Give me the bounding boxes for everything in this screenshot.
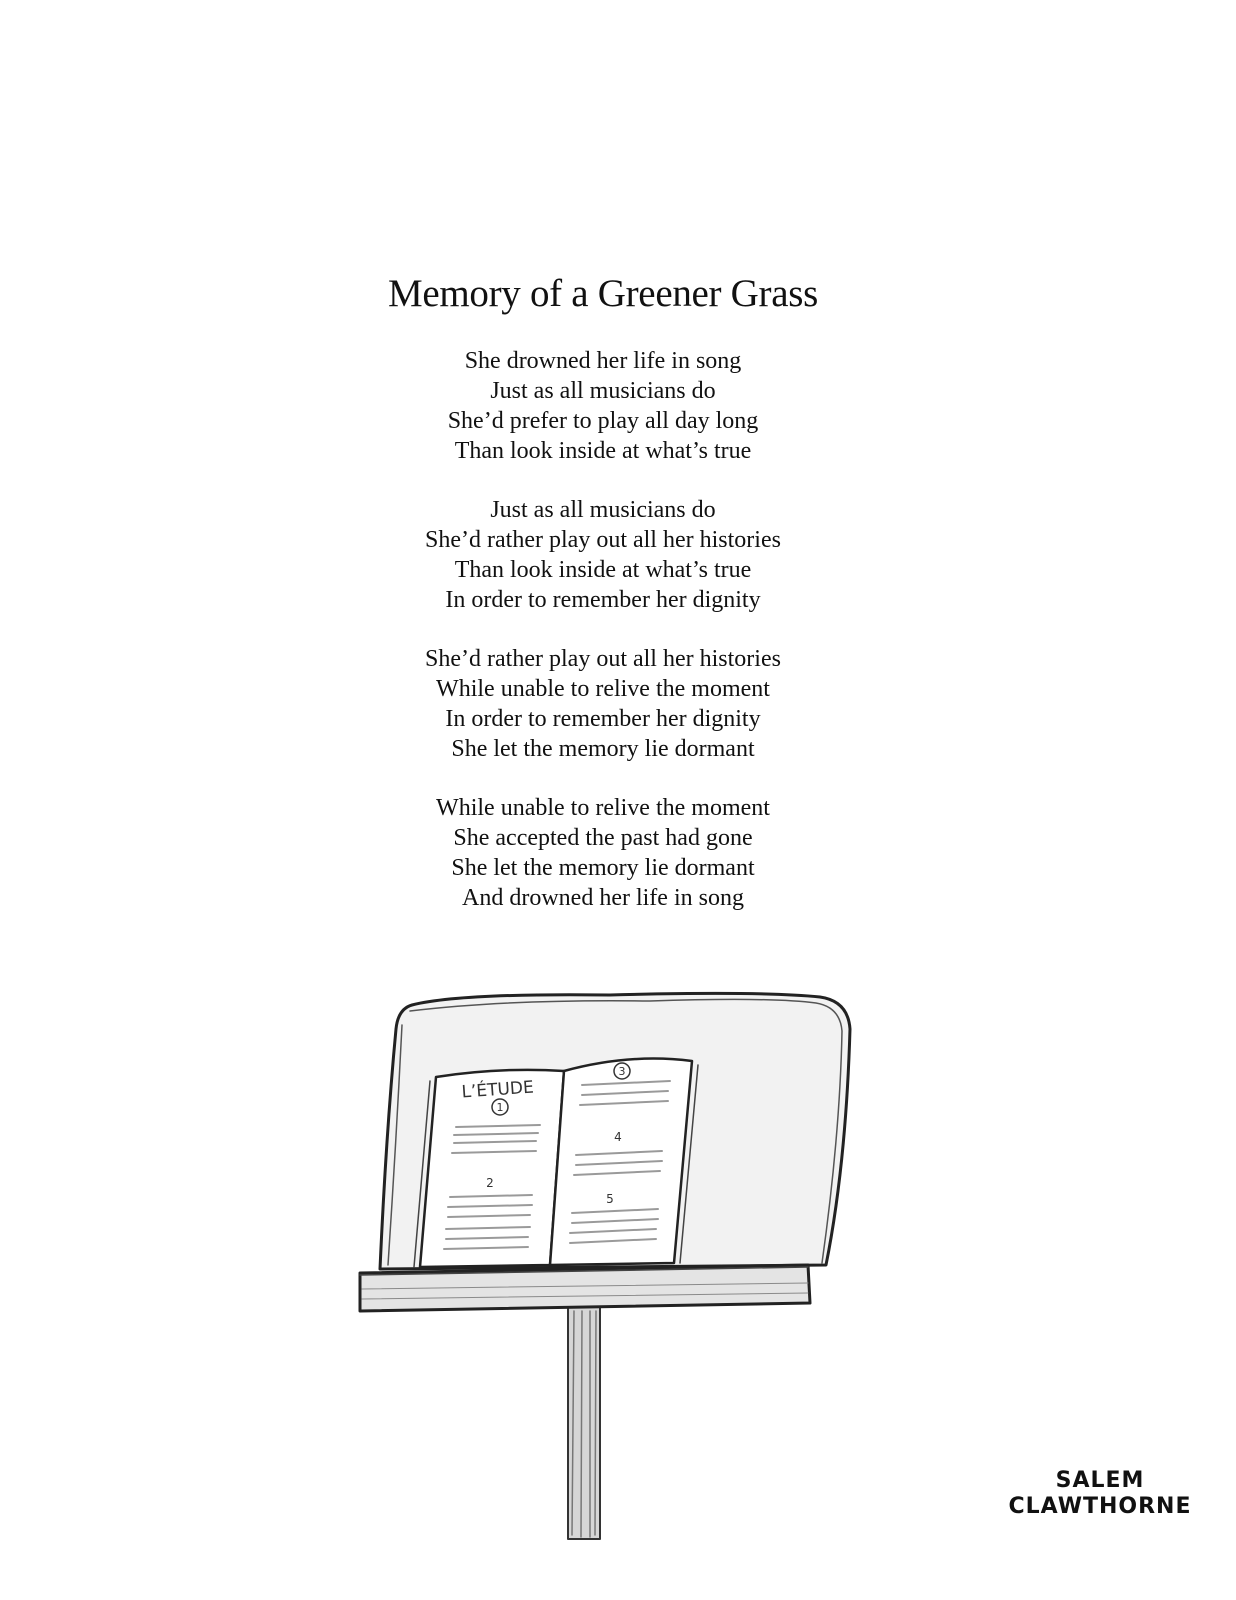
poem-line: She’d prefer to play all day long: [447, 408, 759, 434]
poem-line: In order to remember her dignity: [445, 706, 761, 732]
music-stand-illustration: [350, 985, 870, 1545]
poem-line: In order to remember her dignity: [445, 587, 761, 613]
section-number-3: 3: [618, 1065, 626, 1078]
poem-line: While unable to relive the moment: [436, 795, 770, 821]
poem-line: She accepted the past had gone: [453, 825, 753, 851]
artist-signature: [1000, 1468, 1200, 1520]
poem-line: Just as all musicians do: [490, 497, 716, 523]
music-stand-ledge: [360, 1265, 810, 1311]
poem-body: [0, 346, 1206, 942]
stanza-2: [0, 495, 1206, 615]
poem-line: She let the memory lie dormant: [451, 855, 755, 881]
poem-line: While unable to relive the moment: [436, 676, 770, 702]
poem-line: She’d rather play out all her histories: [425, 646, 781, 672]
poem-line: Than look inside at what’s true: [454, 557, 752, 583]
poem-title: Memory of a Greener Grass: [388, 272, 818, 315]
signature-first-name: SALEM: [1055, 1468, 1145, 1493]
music-stand-pole: [568, 1307, 600, 1539]
stanza-3: [0, 644, 1206, 764]
open-book: [414, 1059, 698, 1267]
poem-line: And drowned her life in song: [462, 885, 744, 911]
stanza-4: [0, 793, 1206, 913]
section-number-1: 1: [496, 1101, 504, 1114]
book-title: L’ÉTUDE: [460, 1077, 535, 1103]
poem-line: Just as all musicians do: [490, 378, 716, 404]
poem-line: Than look inside at what’s true: [454, 438, 752, 464]
stanza-1: [0, 346, 1206, 466]
section-number-5: 5: [606, 1192, 614, 1206]
poem-line: She let the memory lie dormant: [451, 736, 755, 762]
signature-last-name: CLAWTHORNE: [1008, 1494, 1192, 1519]
poem-line: She’d rather play out all her histories: [425, 527, 781, 553]
section-number-4: 4: [614, 1130, 622, 1144]
section-number-2: 2: [486, 1176, 494, 1190]
poem-line: She drowned her life in song: [464, 348, 742, 374]
